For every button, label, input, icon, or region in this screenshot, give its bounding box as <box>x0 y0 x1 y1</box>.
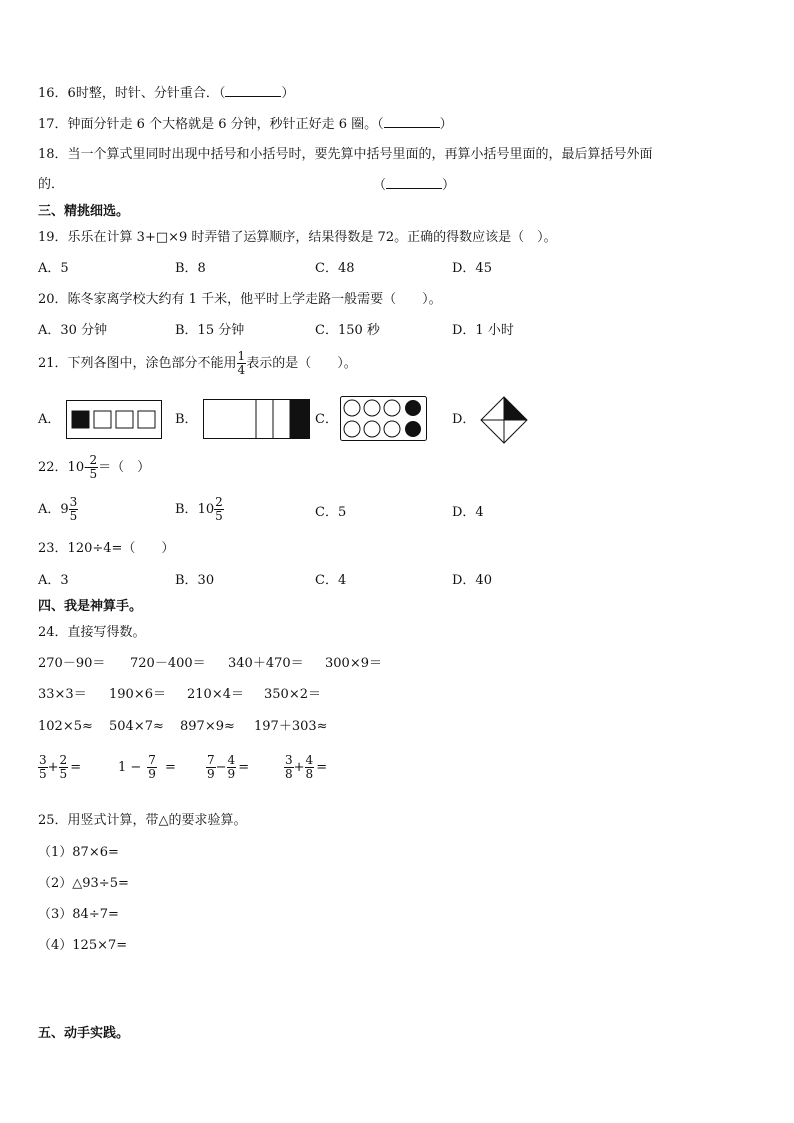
empty-circle <box>344 421 360 437</box>
option-c-label[interactable]: C． <box>315 412 338 427</box>
question-24-title: 24．直接写得数。 <box>38 625 146 640</box>
question-22-pre: 22．10- <box>38 460 89 476</box>
question-17-text: 17．钟面分针走 6 个大格就是 6 分钟，秒针正好走 6 圈。（ <box>38 117 384 132</box>
empty-square <box>138 411 155 428</box>
empty-circle <box>384 421 400 437</box>
option-a-label[interactable]: A． <box>38 412 61 427</box>
section-5-title: 五、动手实践。 <box>38 1026 130 1041</box>
vertical-calc-item[interactable]: （2）△93÷5= <box>38 876 129 891</box>
calc-item[interactable]: 504×7≈ <box>109 719 164 734</box>
fraction <box>305 754 315 781</box>
section-3-title: 三、精挑细选。 <box>38 204 130 219</box>
fraction-calc-2[interactable] <box>118 754 176 781</box>
empty-square <box>116 411 133 428</box>
filled-circle <box>405 421 421 437</box>
option-d[interactable]: D．4 <box>452 505 484 520</box>
question-18-line2: 的． <box>38 177 65 192</box>
option-d-label[interactable]: D． <box>452 412 476 427</box>
fraction <box>88 454 98 481</box>
vertical-calc-item[interactable]: （1）87×6= <box>38 845 119 860</box>
option-d[interactable]: D．1 小时 <box>452 323 514 338</box>
denominator: 5 <box>215 509 223 524</box>
numerator: 7 <box>148 753 156 767</box>
option-b-label[interactable]: B． <box>175 412 198 427</box>
question-25-title: 25．用竖式计算，带△的要求验算。 <box>38 813 247 828</box>
shaded-square <box>72 411 89 428</box>
denominator: 9 <box>227 767 236 782</box>
numerator: 7 <box>207 753 215 767</box>
operator: − <box>215 760 227 776</box>
answer-blank[interactable] <box>225 86 281 97</box>
fraction <box>38 754 48 781</box>
section-4-title: 四、我是神算手。 <box>38 599 143 614</box>
open-paren: （ <box>373 178 387 193</box>
filled-circle <box>405 400 421 416</box>
question-19-text: 19．乐乐在计算 3+□×9 时弄错了运算顺序，结果得数是 72。正确的得数应该是（ ）。 <box>38 230 557 245</box>
calc-item[interactable]: 190×6＝ <box>109 687 166 702</box>
fraction-one-quarter <box>237 350 247 377</box>
close-paren: ） <box>442 178 456 193</box>
numerator: 3 <box>39 753 47 767</box>
option-label: A． <box>38 502 61 518</box>
question-18-answer <box>373 178 455 192</box>
question-17 <box>38 117 453 131</box>
option-c[interactable]: C．150 秒 <box>315 323 380 338</box>
calc-item[interactable]: 270－90＝ <box>38 656 106 671</box>
operator: + <box>47 760 59 776</box>
equals: = <box>164 760 176 776</box>
option-b[interactable]: B．8 <box>175 261 206 276</box>
figure-d-diamond[interactable] <box>479 395 529 445</box>
empty-circle <box>384 400 400 416</box>
figure-c-circles[interactable] <box>340 396 428 442</box>
numerator: 2 <box>89 453 98 467</box>
empty-circle <box>344 400 360 416</box>
numerator: 4 <box>227 753 236 767</box>
fraction <box>214 496 224 523</box>
question-16-text: 16．6时整，时针、分针重合．（ <box>38 86 226 101</box>
denominator: 4 <box>237 363 246 378</box>
question-16 <box>38 86 294 100</box>
answer-blank[interactable] <box>386 178 442 189</box>
question-18-line1: 18．当一个算式里同时出现中括号和小括号时，要先算中括号里面的，再算小括号里面的，最后算括号外面 <box>38 147 653 162</box>
denominator: 5 <box>69 509 78 524</box>
fraction-calc-4[interactable] <box>284 754 327 781</box>
numerator: 2 <box>59 753 68 767</box>
numerator: 2 <box>215 495 223 509</box>
numerator: 3 <box>69 495 78 509</box>
numerator: 4 <box>305 753 314 767</box>
fraction <box>284 754 294 781</box>
close-paren: ） <box>439 117 453 132</box>
shaded-part <box>290 400 310 439</box>
option-c[interactable]: C．4 <box>315 573 347 588</box>
option-c[interactable]: C．48 <box>315 261 355 276</box>
fraction <box>227 754 237 781</box>
option-c[interactable]: C．5 <box>315 505 347 520</box>
fraction-calc-1[interactable] <box>38 754 81 781</box>
equals: = <box>70 760 82 776</box>
question-22 <box>38 454 150 481</box>
empty-square <box>94 411 111 428</box>
fraction <box>69 496 79 523</box>
denominator: 8 <box>285 767 293 782</box>
question-21 <box>38 350 357 377</box>
option-a[interactable]: A．3 <box>38 573 69 588</box>
close-paren: ） <box>281 86 295 101</box>
equals: = <box>238 760 250 776</box>
denominator: 5 <box>39 767 47 782</box>
question-21-pre: 21．下列各图中，涂色部分不能用 <box>38 356 237 372</box>
option-d[interactable]: D．45 <box>452 261 492 276</box>
fraction-calc-3[interactable] <box>206 754 249 781</box>
calc-item[interactable]: 340＋470＝ <box>228 656 304 671</box>
operand: 1 − <box>118 760 142 776</box>
option-a[interactable] <box>38 496 78 523</box>
option-a[interactable]: A．30 分钟 <box>38 323 108 338</box>
calc-item[interactable]: 102×5≈ <box>38 719 93 734</box>
option-b[interactable]: B．15 分钟 <box>175 323 245 338</box>
denominator: 5 <box>89 467 98 482</box>
vertical-calc-item[interactable]: （4）125×7= <box>38 938 128 953</box>
operator: + <box>293 760 305 776</box>
calc-item[interactable]: 897×9≈ <box>180 719 235 734</box>
figure-b-bar[interactable] <box>203 399 311 440</box>
calc-item[interactable]: 197＋303≈ <box>254 719 328 734</box>
option-label: B． <box>175 502 198 518</box>
question-20-text: 20．陈冬家离学校大约有 1 千米，他平时上学走路一般需要（ ）。 <box>38 292 442 307</box>
figure-a-squares[interactable] <box>66 400 162 440</box>
option-a[interactable]: A．5 <box>38 261 69 276</box>
question-23-text: 23．120÷4=（ ） <box>38 541 175 556</box>
calc-item[interactable]: 300×9＝ <box>325 656 382 671</box>
denominator: 5 <box>59 767 68 782</box>
whole-number: 10 <box>197 502 215 518</box>
answer-blank[interactable] <box>384 117 440 128</box>
denominator: 8 <box>305 767 314 782</box>
vertical-calc-item[interactable]: （3）84÷7= <box>38 907 119 922</box>
option-b[interactable] <box>175 496 224 523</box>
option-b[interactable]: B．30 <box>175 573 215 588</box>
calc-item[interactable]: 720－400＝ <box>130 656 206 671</box>
fraction <box>147 754 157 781</box>
empty-circle <box>364 421 380 437</box>
fraction <box>59 754 69 781</box>
shaded-part <box>504 397 527 420</box>
question-22-post: ＝（ ） <box>98 460 151 476</box>
calc-item[interactable]: 210×4＝ <box>187 687 244 702</box>
numerator: 1 <box>237 349 246 363</box>
empty-circle <box>364 400 380 416</box>
whole-number: 9 <box>60 502 69 518</box>
equals: = <box>316 760 328 776</box>
calc-item[interactable]: 350×2＝ <box>264 687 321 702</box>
denominator: 9 <box>207 767 215 782</box>
denominator: 9 <box>148 767 156 782</box>
fraction <box>206 754 216 781</box>
question-21-post: 表示的是（ ）。 <box>246 356 357 372</box>
calc-item[interactable]: 33×3＝ <box>38 687 87 702</box>
numerator: 3 <box>285 753 293 767</box>
option-d[interactable]: D．40 <box>452 573 492 588</box>
